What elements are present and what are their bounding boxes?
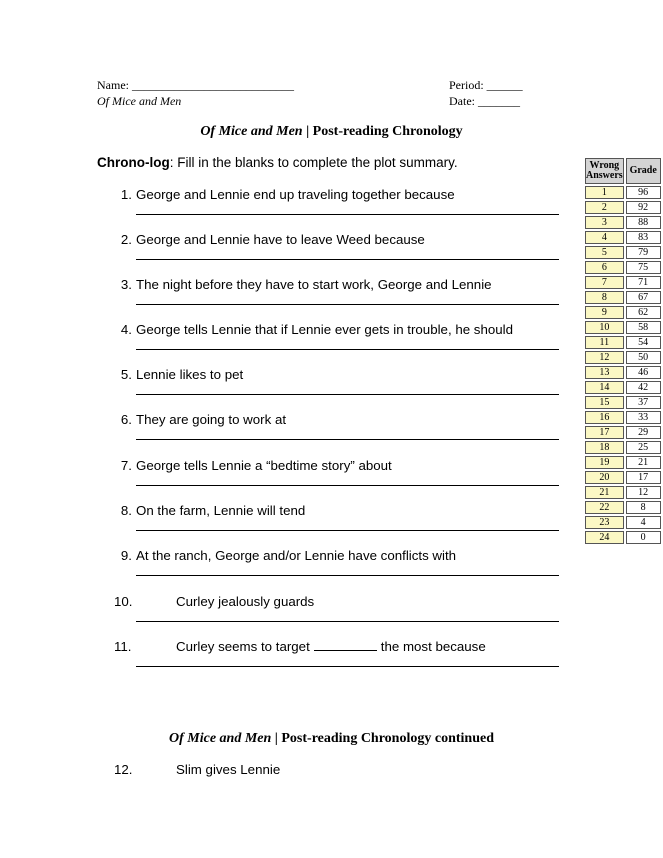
grade-table-row [585,291,661,304]
item-9-number: 9. [120,548,132,563]
grade-cell: 37 [626,396,661,409]
item-6-text: They are going to work at [136,412,287,427]
item-9-answer-line[interactable] [136,575,559,576]
grade-cell: 33 [626,411,661,424]
header-book-title: Of Mice and Men [97,94,182,108]
wrong-answers-cell: 17 [585,426,624,439]
grade-table-row [585,336,661,349]
grade-cell: 54 [626,336,661,349]
wrong-answers-cell: 22 [585,501,624,514]
wrong-answers-cell: 12 [585,351,624,364]
grade-cell: 8 [626,501,661,514]
grade-cell: 17 [626,471,661,484]
wrong-answers-cell: 1 [585,186,624,199]
item-5-answer-line[interactable] [136,394,559,395]
grade-table-row [585,396,661,409]
item-4-answer-line[interactable] [136,349,559,350]
item-2-text: George and Lennie have to leave Weed because [136,232,425,247]
grade-cell: 25 [626,441,661,454]
item-12-number: 12. [114,762,133,777]
grade-table-row [585,231,661,244]
grade-cell: 71 [626,276,661,289]
item-11-inline-blank[interactable] [314,639,377,651]
grade-table-row [585,501,661,514]
item-9-text: At the ranch, George and/or Lennie have conflicts with [136,548,457,563]
item-10-text: Curley jealously guards [176,594,315,609]
wrong-answers-cell: 24 [585,531,624,544]
item-5-number: 5. [120,367,132,382]
item-1-number: 1. [120,187,132,202]
continued-title [0,731,663,747]
grade-table-row [585,351,661,364]
item-3-text: The night before they have to start work, George and Lennie [136,277,492,292]
grade-table-row [585,366,661,379]
item-10-number: 10. [114,594,133,609]
item-11-number: 11. [114,639,132,654]
grade-table-row [585,276,661,289]
wrong-answers-cell: 10 [585,321,624,334]
grade-cell: 75 [626,261,661,274]
item-1-answer-line[interactable] [136,214,559,215]
wrong-answers-cell: 16 [585,411,624,424]
grade-table-row [585,381,661,394]
grade-cell: 29 [626,426,661,439]
instructions [97,155,458,170]
item-8-text: On the farm, Lennie will tend [136,503,306,518]
wrong-answers-cell: 20 [585,471,624,484]
item-11-text-before: Curley seems to target [176,639,310,654]
wrong-answers-cell: 7 [585,276,624,289]
grade-table-row [585,411,661,424]
item-8-answer-line[interactable] [136,530,559,531]
grade-cell: 4 [626,516,661,529]
item-8-number: 8. [120,503,132,518]
item-3-answer-line[interactable] [136,304,559,305]
item-7-answer-line[interactable] [136,485,559,486]
wrong-answers-cell: 19 [585,456,624,469]
item-4-number: 4. [120,322,132,337]
period-field-label: Period: ______ [449,78,523,92]
wrong-answers-cell: 8 [585,291,624,304]
item-1-text: George and Lennie end up traveling together because [136,187,455,202]
grade-cell: 96 [626,186,661,199]
grade-cell: 46 [626,366,661,379]
wrong-answers-cell: 2 [585,201,624,214]
wrong-answers-cell: 23 [585,516,624,529]
wrong-answers-cell: 5 [585,246,624,259]
grade-cell: 88 [626,216,661,229]
item-2-number: 2. [120,232,132,247]
grade-table-header-grade: Grade [626,158,661,184]
continued-title-rest: | Post-reading Chronology continued [271,731,494,746]
wrong-answers-cell: 21 [585,486,624,499]
grade-cell: 58 [626,321,661,334]
item-11-text-after: the most because [380,639,486,654]
page-title-rest: | Post-reading Chronology [302,124,463,139]
item-12-text: Slim gives Lennie [176,762,281,777]
grade-cell: 21 [626,456,661,469]
grade-table-body [585,186,661,544]
grade-table-row [585,441,661,454]
wrong-answers-cell: 9 [585,306,624,319]
item-3-number: 3. [120,277,132,292]
grade-table-row [585,486,661,499]
wrong-answers-cell: 3 [585,216,624,229]
date-field-label: Date: _______ [449,94,520,108]
page-title-book: Of Mice and Men [200,124,303,139]
name-field-label: Name: ___________________________ [97,78,294,92]
grade-table-row [585,246,661,259]
grade-cell: 42 [626,381,661,394]
grade-table-row [585,456,661,469]
wrong-answers-cell: 18 [585,441,624,454]
grade-table-row [585,306,661,319]
grade-table-row [585,531,661,544]
wrong-answers-cell: 15 [585,396,624,409]
grade-table-row [585,186,661,199]
grade-cell: 62 [626,306,661,319]
grade-cell: 67 [626,291,661,304]
grade-cell: 0 [626,531,661,544]
wrong-answers-cell: 13 [585,366,624,379]
wrong-answers-cell: 4 [585,231,624,244]
item-11-text [176,639,486,654]
grade-table-row [585,216,661,229]
item-5-text: Lennie likes to pet [136,367,244,382]
grade-cell: 92 [626,201,661,214]
grade-table-row [585,261,661,274]
item-11-answer-line[interactable] [136,666,559,667]
grade-cell: 79 [626,246,661,259]
item-7-text: George tells Lennie a “bedtime story” about [136,458,392,473]
item-10-answer-line[interactable] [136,621,559,622]
grade-table-row [585,426,661,439]
item-4-text: George tells Lennie that if Lennie ever gets in trouble, he should [136,322,513,337]
page-title [0,124,663,140]
instructions-text: : Fill in the blanks to complete the plot summary. [169,155,458,170]
grade-table-row [585,516,661,529]
grade-table-row [585,471,661,484]
wrong-answers-cell: 6 [585,261,624,274]
grade-table-row [585,201,661,214]
item-2-answer-line[interactable] [136,259,559,260]
grade-cell: 12 [626,486,661,499]
grade-table-row [585,321,661,334]
item-6-answer-line[interactable] [136,439,559,440]
grade-cell: 83 [626,231,661,244]
grade-cell: 50 [626,351,661,364]
continued-title-book: Of Mice and Men [169,731,272,746]
wrong-answers-cell: 14 [585,381,624,394]
grade-table-header-wrong: Wrong Answers [585,158,624,184]
instructions-label: Chrono-log [97,155,170,170]
grade-table [583,156,663,546]
wrong-answers-cell: 11 [585,336,624,349]
item-7-number: 7. [120,458,132,473]
item-6-number: 6. [120,412,132,427]
